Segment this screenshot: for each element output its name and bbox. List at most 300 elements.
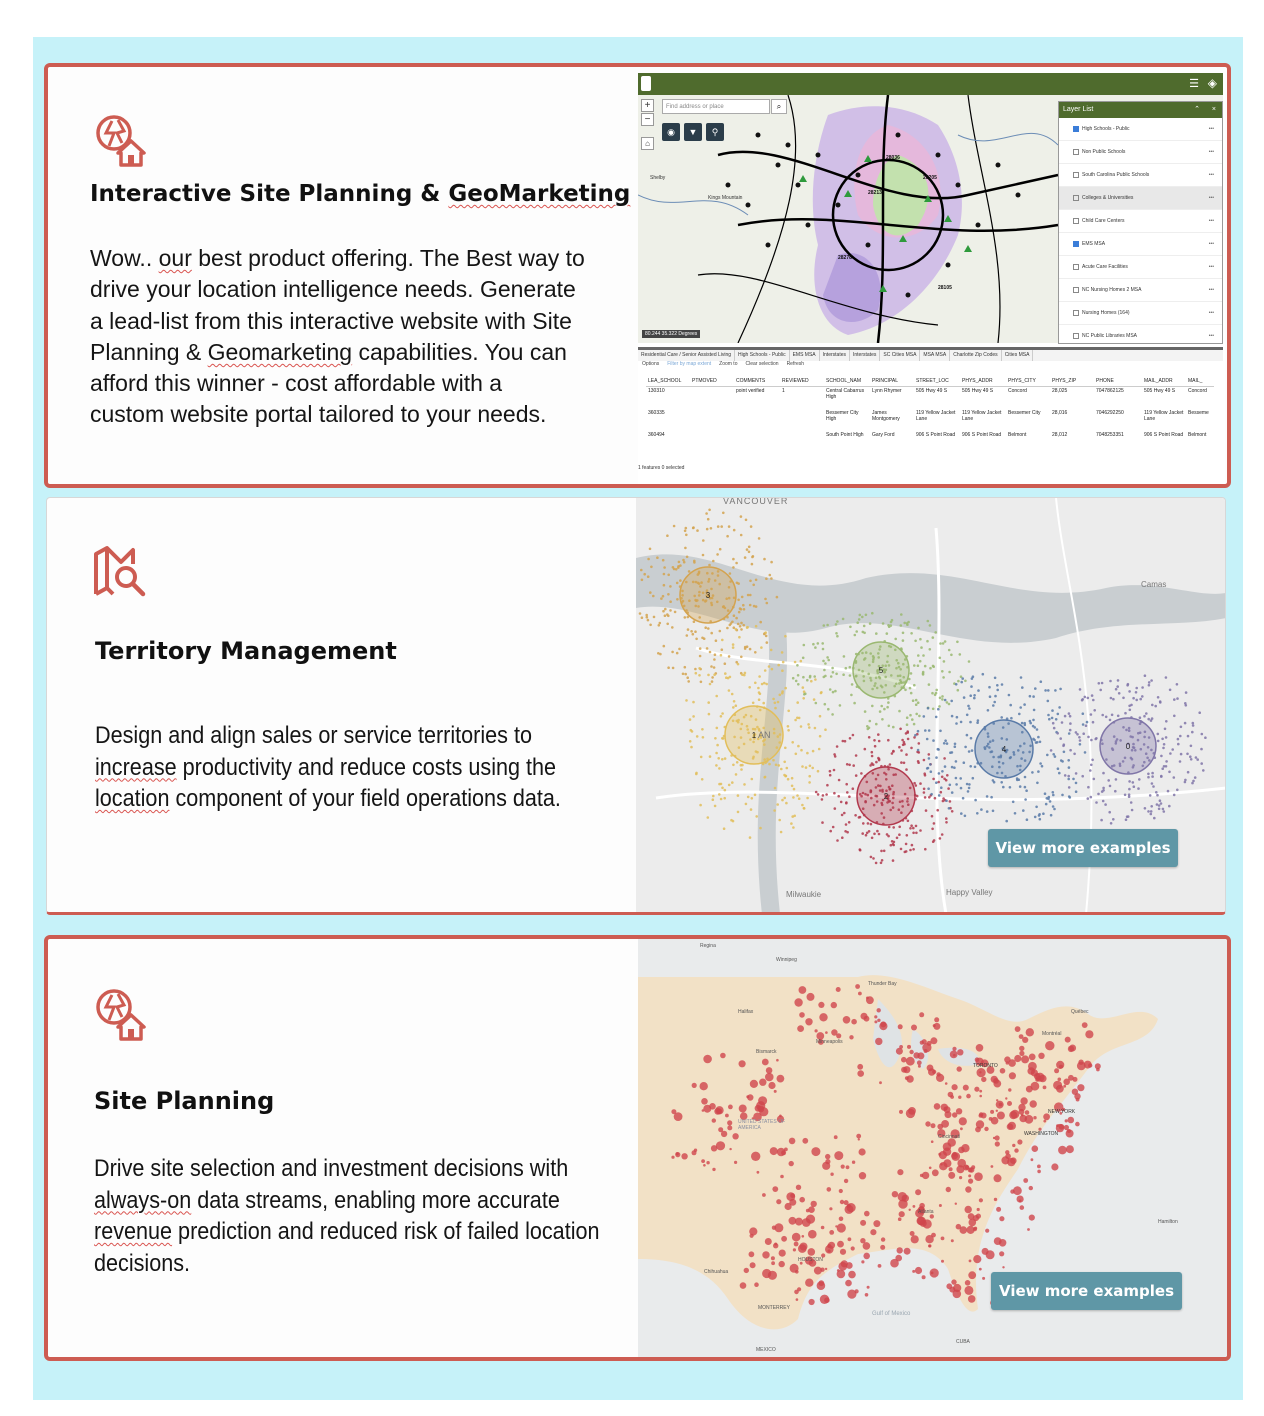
territory-point — [720, 715, 723, 718]
table-column-header[interactable]: SCHOOL_NAM — [824, 375, 870, 387]
layer-visibility-checkbox[interactable] — [1073, 287, 1079, 293]
table-column-header[interactable]: PHONE — [1094, 375, 1142, 387]
territory-point — [772, 759, 775, 762]
territory-point — [927, 767, 930, 770]
territory-point — [1187, 735, 1190, 738]
collapse-icon[interactable]: ⌃ — [1194, 106, 1200, 113]
search-icon[interactable]: ⌕ — [771, 99, 787, 114]
site-location-point — [808, 1248, 816, 1256]
table-column-header[interactable]: MAIL_ADDR — [1142, 375, 1186, 387]
table-column-header[interactable]: MAIL_ — [1186, 375, 1214, 387]
territory-point — [906, 834, 909, 837]
territory-point — [834, 690, 837, 693]
territory-point — [641, 616, 644, 619]
site-location-point — [911, 1025, 917, 1031]
site-location-point — [1011, 1110, 1020, 1119]
attribute-tab[interactable]: Residential Care / Senior Assisted Living — [638, 350, 735, 361]
layer-options-icon[interactable]: ••• — [1208, 310, 1214, 316]
territory-point — [764, 669, 767, 672]
table-option-button[interactable]: Options — [642, 361, 660, 367]
territory-point — [794, 661, 797, 664]
layer-visibility-checkbox[interactable] — [1073, 310, 1079, 316]
site-location-point — [846, 1165, 850, 1169]
layer-visibility-checkbox[interactable] — [1073, 172, 1079, 178]
site-location-point — [917, 1060, 922, 1065]
site-location-point — [1031, 1082, 1040, 1091]
territory-point — [772, 698, 775, 701]
site-location-point — [835, 1225, 837, 1227]
territory-point — [737, 811, 740, 814]
territory-point — [1057, 767, 1060, 770]
territory-point — [910, 672, 913, 675]
site-location-point — [957, 1049, 963, 1055]
table-cell: 505 Hwy 49 S — [916, 388, 948, 394]
site-location-point — [990, 1110, 994, 1114]
layer-visibility-checkbox[interactable] — [1073, 241, 1079, 247]
territory-point — [673, 525, 676, 528]
site-location-point — [796, 1298, 799, 1301]
layer-options-icon[interactable]: ••• — [1208, 218, 1214, 224]
table-column-header[interactable]: LEA_SCHOOL — [646, 375, 690, 387]
layer-options-icon[interactable]: ••• — [1208, 287, 1214, 293]
territory-point — [1169, 689, 1172, 692]
site-location-point — [1037, 1165, 1041, 1169]
territory-point — [802, 686, 805, 689]
territory-point — [910, 824, 913, 827]
territory-point — [764, 631, 767, 634]
territory-point — [669, 609, 672, 612]
map-place-label: Happy Valley — [946, 888, 993, 897]
site-location-point — [848, 1237, 852, 1241]
layer-label: Colleges & Universities — [1082, 195, 1134, 201]
layer-visibility-checkbox[interactable] — [1073, 264, 1079, 270]
table-cell: Bessemer City High — [826, 410, 859, 422]
site-location-point — [700, 1082, 708, 1090]
territory-point — [987, 709, 990, 712]
territory-point — [641, 579, 644, 582]
table-cell: 360494 — [648, 432, 665, 438]
territory-point — [780, 768, 783, 771]
layer-visibility-checkbox[interactable] — [1073, 333, 1079, 339]
layer-list-item[interactable] — [1059, 279, 1222, 302]
table-column-header[interactable]: PHYS_ADDR — [960, 375, 1006, 387]
table-cell — [780, 431, 824, 453]
section-description: Wow.. our best product offering. The Best way to drive your location intelligence needs. Generate a lead-list from this interactive website with Site Planning & Geomarketing capabilities. You can afford this winner - cost affordable with a custom website portal tailored to your needs. — [90, 245, 585, 428]
territory-point — [887, 624, 890, 627]
territory-point — [994, 695, 997, 698]
territory-point — [787, 778, 790, 781]
site-location-point — [716, 1141, 725, 1150]
site-location-point — [751, 1152, 760, 1161]
territory-point — [941, 698, 944, 701]
attribute-tab[interactable]: Cities MSA — [1002, 350, 1034, 361]
attribute-tab[interactable]: Interstates — [820, 350, 850, 361]
territory-point — [728, 784, 731, 787]
territory-point — [672, 667, 675, 670]
table-option-button[interactable]: Refresh — [786, 361, 805, 367]
territory-point — [1091, 759, 1094, 762]
layer-options-icon[interactable]: ••• — [1208, 333, 1214, 339]
territory-point — [930, 770, 933, 773]
territory-point — [1117, 679, 1120, 682]
territory-point — [736, 761, 739, 764]
territory-point — [823, 669, 826, 672]
section-description: Drive site selection and investment decisions with always-on data streams, enabling more accurate revenue prediction and reduced risk of failed location decisions. — [94, 1155, 600, 1277]
territory-point — [1129, 709, 1132, 712]
site-location-point — [770, 1147, 778, 1155]
map-place-label: AN — [758, 730, 771, 740]
territory-point — [1075, 782, 1078, 785]
territory-point — [946, 701, 949, 704]
site-location-point — [975, 1127, 981, 1133]
territory-point — [1045, 803, 1048, 806]
site-location-point — [732, 1133, 738, 1139]
territory-point — [1067, 778, 1070, 781]
territory-point — [1018, 713, 1021, 716]
territory-point — [1050, 814, 1053, 817]
territory-point — [719, 630, 722, 633]
territory-point — [1160, 755, 1163, 758]
territory-point — [1128, 788, 1131, 791]
table-cell: 7047862125 — [1096, 388, 1124, 394]
territory-point — [732, 558, 735, 561]
table-cell: James Montgomery — [872, 410, 900, 422]
territory-point — [690, 746, 693, 749]
territory-point — [706, 528, 709, 531]
territory-point — [913, 664, 916, 667]
territory-point — [932, 665, 935, 668]
layers-icon[interactable]: ◈ — [1207, 76, 1217, 90]
zoom-out-button[interactable]: − — [641, 113, 654, 126]
territory-point — [1173, 698, 1176, 701]
territory-point — [817, 642, 820, 645]
query-tool-icon[interactable]: ⚲ — [706, 123, 724, 141]
territory-point — [770, 561, 773, 564]
territory-point — [1054, 755, 1057, 758]
site-location-point — [901, 1057, 907, 1063]
territory-point — [1194, 776, 1197, 779]
table-column-header[interactable]: PTMOVED — [690, 375, 734, 387]
site-location-point — [1053, 1081, 1062, 1090]
territory-point — [877, 757, 880, 760]
territory-point — [1079, 688, 1082, 691]
site-location-point — [951, 1239, 954, 1242]
territory-point — [1033, 709, 1036, 712]
territory-point — [954, 743, 957, 746]
territory-point — [766, 641, 769, 644]
site-location-point — [774, 1090, 777, 1093]
territory-point — [1128, 793, 1131, 796]
site-location-point — [1054, 1068, 1059, 1073]
site-location-point — [811, 1201, 817, 1207]
territory-point — [1024, 786, 1027, 789]
table-row[interactable] — [646, 387, 1214, 410]
territory-point — [909, 827, 912, 830]
view-more-examples-button[interactable]: View more examples — [991, 1272, 1182, 1310]
site-location-point — [932, 1070, 936, 1074]
site-location-point — [725, 1114, 729, 1118]
close-icon[interactable]: × — [1211, 106, 1216, 113]
site-location-point — [834, 1151, 843, 1160]
site-location-point — [701, 1098, 708, 1105]
table-column-header[interactable]: STREET_LOC — [914, 375, 960, 387]
territory-point — [678, 561, 681, 564]
territory-point — [910, 632, 913, 635]
territory-point — [1078, 736, 1081, 739]
home-button[interactable]: ⌂ — [641, 137, 654, 150]
territory-point — [873, 739, 876, 742]
layer-visibility-checkbox[interactable] — [1073, 218, 1079, 224]
table-column-header[interactable]: COMMENTS — [734, 375, 780, 387]
territory-point — [1132, 697, 1135, 700]
layer-list-item[interactable] — [1059, 256, 1222, 279]
territory-point — [1052, 805, 1055, 808]
territory-point — [1139, 698, 1142, 701]
site-location-point — [969, 1167, 975, 1173]
site-location-point — [999, 1251, 1004, 1256]
territory-point — [800, 725, 803, 728]
site-location-point — [727, 1125, 732, 1130]
territory-point — [693, 620, 696, 623]
map-place-label: MEXICO — [756, 1347, 776, 1353]
filter-tool-icon[interactable]: ▼ — [684, 123, 702, 141]
map-place-label: Montréal — [1042, 1031, 1062, 1037]
territory-point — [932, 708, 935, 711]
territory-point — [1014, 812, 1017, 815]
site-location-point — [994, 1237, 1002, 1245]
section-title: Territory Management — [95, 637, 397, 665]
attribute-tab[interactable]: MSA MSA — [920, 350, 950, 361]
site-location-point — [805, 1279, 813, 1287]
site-location-point — [781, 1236, 787, 1242]
territory-point — [1012, 801, 1015, 804]
layer-options-icon[interactable]: ••• — [1208, 126, 1214, 132]
address-search-input[interactable]: Find address or place — [662, 99, 770, 114]
territory-point — [763, 682, 766, 685]
locate-tool-icon[interactable]: ◉ — [662, 123, 680, 141]
site-location-point — [865, 1293, 869, 1297]
territory-point — [698, 674, 701, 677]
site-location-point — [837, 1241, 844, 1248]
layer-options-icon[interactable]: ••• — [1208, 149, 1214, 155]
table-option-button[interactable]: Filter by map extent — [667, 361, 712, 367]
territory-point — [765, 683, 768, 686]
site-location-point — [779, 1261, 785, 1267]
site-location-point — [851, 1019, 857, 1025]
site-location-point — [827, 1187, 832, 1192]
territory-point — [796, 701, 799, 704]
layer-list-item[interactable] — [1059, 210, 1222, 233]
territory-point — [881, 859, 884, 862]
territory-point — [696, 735, 699, 738]
territory-point — [797, 745, 800, 748]
territory-point — [960, 681, 963, 684]
site-location-point — [979, 1090, 982, 1093]
territory-point — [1099, 689, 1102, 692]
territory-point — [917, 664, 920, 667]
territory-point — [1122, 697, 1125, 700]
territory-point — [760, 646, 763, 649]
layer-list-item[interactable] — [1059, 233, 1222, 256]
territory-point — [801, 804, 804, 807]
territory-point — [1186, 753, 1189, 756]
territory-point — [935, 781, 938, 784]
territory-point — [970, 737, 973, 740]
territory-point — [824, 662, 827, 665]
layer-list-item[interactable] — [1059, 302, 1222, 325]
territory-point — [1151, 704, 1154, 707]
site-location-point — [1051, 1163, 1058, 1170]
layer-list-item[interactable] — [1059, 187, 1222, 210]
site-location-point — [794, 998, 802, 1006]
territory-point — [724, 672, 727, 675]
layer-list-item[interactable] — [1059, 118, 1222, 141]
territory-point — [1085, 724, 1088, 727]
attribute-tab[interactable]: Interstates — [850, 350, 880, 361]
territory-point — [765, 577, 768, 580]
territory-point — [964, 746, 967, 749]
table-cell: point verified — [736, 388, 765, 394]
territory-point — [731, 781, 734, 784]
territory-point — [919, 660, 922, 663]
territory-point — [1069, 749, 1072, 752]
site-location-point — [1001, 1156, 1009, 1164]
table-column-header[interactable]: PRINCIPAL — [870, 375, 914, 387]
territory-point — [862, 822, 865, 825]
territory-point — [876, 830, 879, 833]
territory-point — [882, 622, 885, 625]
territory-point — [707, 701, 710, 704]
territory-point — [1163, 765, 1166, 768]
site-location-point — [837, 1223, 846, 1232]
view-more-examples-button[interactable]: View more examples — [988, 829, 1178, 867]
territory-point — [764, 598, 767, 601]
layer-options-icon[interactable]: ••• — [1208, 172, 1214, 178]
site-location-point — [1066, 1145, 1074, 1153]
site-location-point — [802, 1235, 805, 1238]
territory-point — [791, 777, 794, 780]
table-row[interactable] — [646, 431, 1214, 453]
territory-point — [733, 529, 736, 532]
layer-options-icon[interactable]: ••• — [1208, 241, 1214, 247]
territory-point — [826, 656, 829, 659]
layer-visibility-checkbox[interactable] — [1073, 149, 1079, 155]
territory-point — [898, 746, 901, 749]
layer-list-item[interactable] — [1059, 141, 1222, 164]
territory-point — [1133, 785, 1136, 788]
territory-point — [687, 628, 690, 631]
site-location-point — [875, 1038, 882, 1045]
layer-list-item[interactable] — [1059, 325, 1222, 348]
site-location-point — [817, 1281, 826, 1290]
site-location-point — [712, 1118, 716, 1122]
layer-options-icon[interactable]: ••• — [1208, 195, 1214, 201]
site-location-point — [831, 1029, 837, 1035]
attribute-tab[interactable]: EMS MSA — [790, 350, 820, 361]
territory-point — [771, 668, 774, 671]
layer-visibility-checkbox[interactable] — [1073, 126, 1079, 132]
territory-point — [949, 784, 952, 787]
territory-point — [825, 793, 828, 796]
territory-point — [1112, 698, 1115, 701]
territory-point — [1158, 804, 1161, 807]
layer-options-icon[interactable]: ••• — [1208, 264, 1214, 270]
territory-point — [1101, 714, 1104, 717]
territory-point — [717, 525, 720, 528]
site-location-point — [1012, 1144, 1015, 1147]
site-location-point — [968, 1174, 971, 1177]
territory-point — [782, 661, 785, 664]
territory-point — [849, 626, 852, 629]
territory-point — [773, 809, 776, 812]
table-column-header[interactable]: PHYS_CITY — [1006, 375, 1050, 387]
territory-point — [1101, 682, 1104, 685]
site-location-point — [829, 1230, 834, 1235]
territory-point — [980, 808, 983, 811]
layer-visibility-checkbox[interactable] — [1073, 195, 1079, 201]
territory-point — [996, 684, 999, 687]
attribute-tab[interactable]: High Schools - Public — [735, 350, 790, 361]
territory-point — [737, 663, 740, 666]
territory-point — [1110, 822, 1113, 825]
table-column-header[interactable]: PHYS_ZIP — [1050, 375, 1094, 387]
territory-point — [775, 764, 778, 767]
territory-point — [931, 692, 934, 695]
site-location-point — [734, 1161, 737, 1164]
territory-point — [1098, 682, 1101, 685]
territory-point — [1144, 807, 1147, 810]
territory-point — [842, 618, 845, 621]
territory-point — [647, 558, 650, 561]
territory-point — [1087, 697, 1090, 700]
territory-point — [831, 713, 834, 716]
territory-point — [811, 767, 814, 770]
territory-point — [747, 594, 750, 597]
territory-point — [712, 798, 715, 801]
territory-point — [845, 823, 848, 826]
table-column-header[interactable]: REVIEWED — [780, 375, 824, 387]
site-location-point — [1077, 1084, 1084, 1091]
table-option-button[interactable]: Zoom to — [719, 361, 738, 367]
territory-point — [801, 765, 804, 768]
attribute-tab[interactable]: SC Cities MSA — [880, 350, 920, 361]
site-location-point — [944, 1107, 948, 1111]
territory-point — [1115, 778, 1118, 781]
site-location-point — [904, 1248, 911, 1255]
table-row[interactable] — [646, 409, 1214, 431]
map-zip-label: 28105 — [938, 285, 952, 291]
territory-point — [1044, 792, 1047, 795]
list-icon[interactable]: ☰ — [1189, 78, 1199, 90]
site-location-point — [1037, 1170, 1041, 1174]
zoom-in-button[interactable]: + — [641, 99, 654, 112]
territory-point — [906, 716, 909, 719]
territory-point — [689, 718, 692, 721]
territory-point — [909, 687, 912, 690]
site-location-point — [941, 1260, 944, 1263]
territory-point — [683, 561, 686, 564]
territory-point — [822, 794, 825, 797]
territory-point — [819, 715, 822, 718]
layer-list-item[interactable] — [1059, 164, 1222, 187]
table-cell: 906 S Point Road — [962, 432, 1002, 438]
territory-point — [721, 787, 724, 790]
territory-point — [679, 564, 682, 567]
territory-point — [701, 778, 704, 781]
table-option-button[interactable]: Clear selection — [745, 361, 779, 367]
territory-point — [822, 660, 825, 663]
attribute-tab[interactable]: Charlotte Zip Codes — [950, 350, 1001, 361]
